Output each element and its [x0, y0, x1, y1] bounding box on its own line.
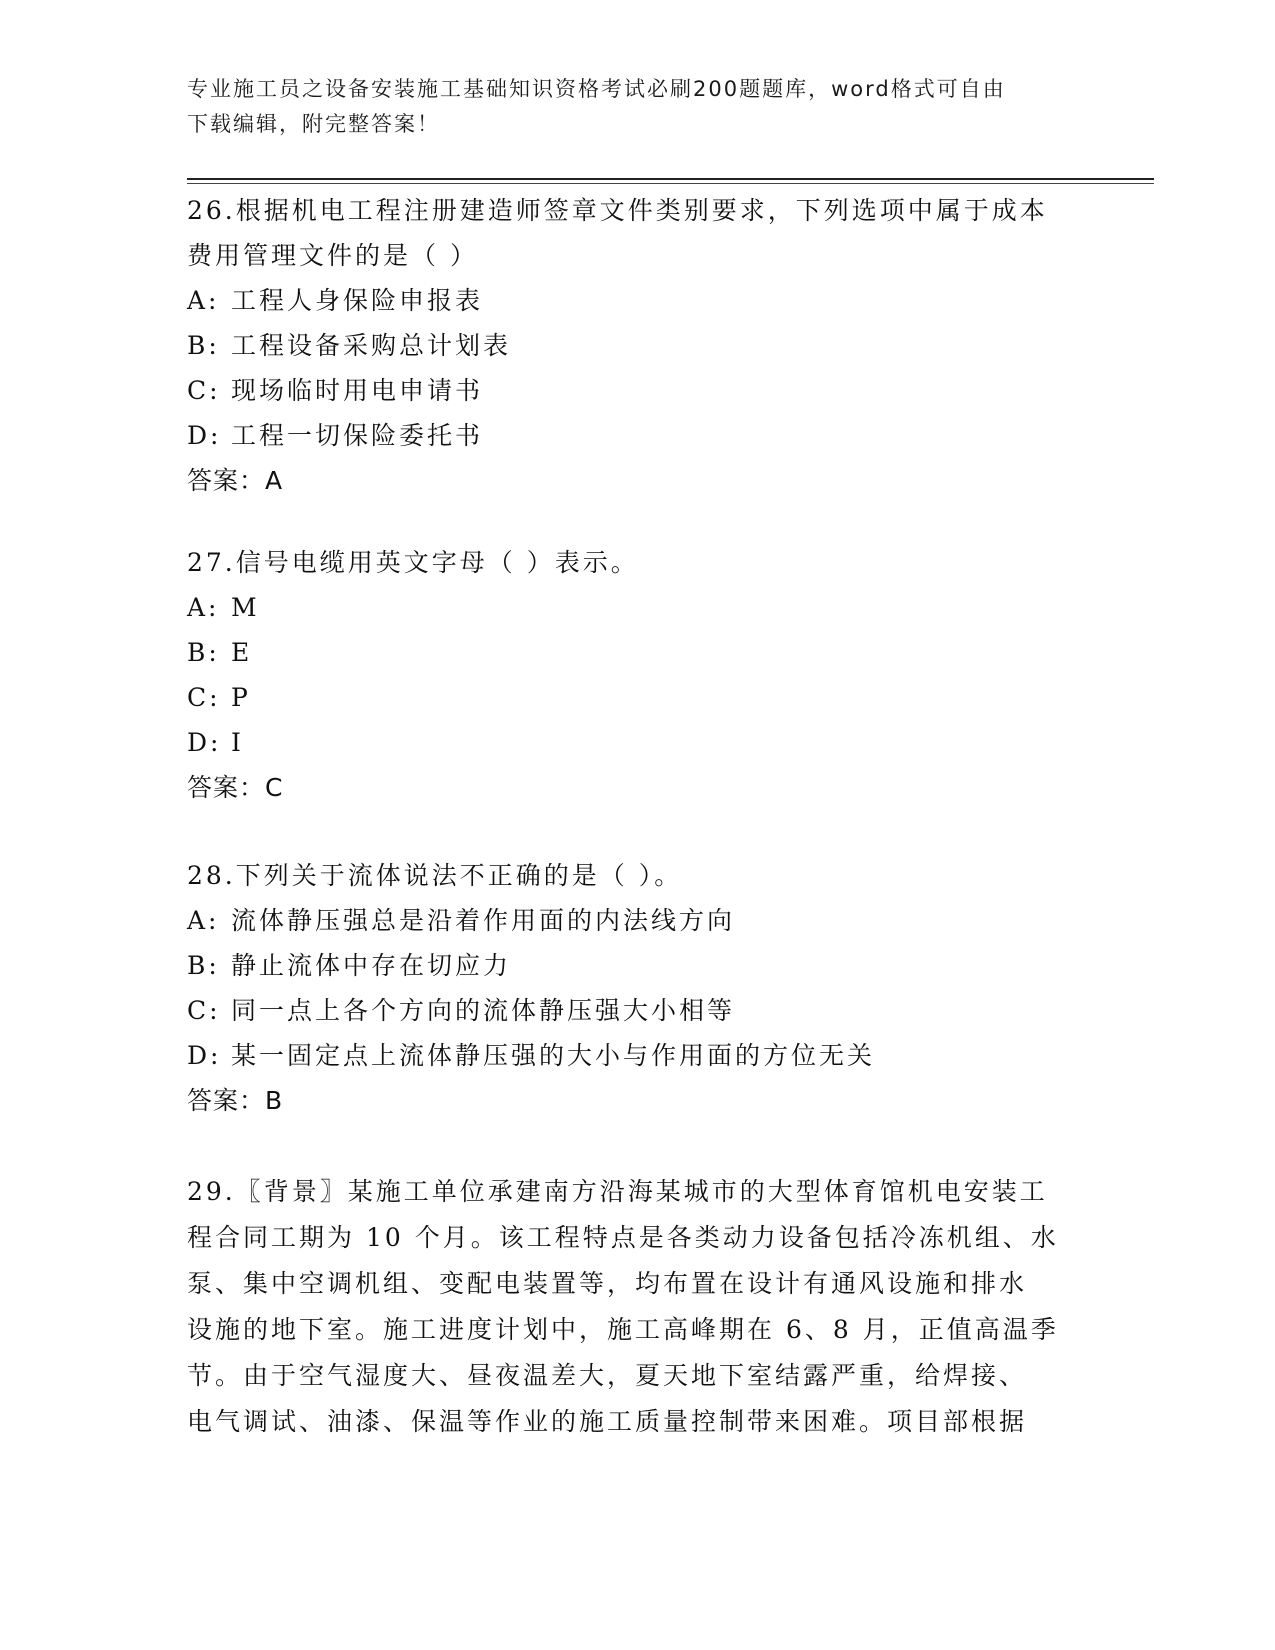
option-key: B: — [187, 951, 220, 980]
option-text: 现场临时用电申请书 — [231, 376, 484, 405]
option-text: E — [231, 638, 253, 667]
header-line-2: 下载编辑，附完整答案！ — [187, 112, 440, 136]
option-b — [187, 323, 1087, 368]
answer-line: 答案：B — [187, 1086, 284, 1115]
paragraph-line: 29.〖背景〗某施工单位承建南方沿海某城市的大型体育馆机电安装工 — [187, 1177, 1048, 1206]
document-header — [187, 72, 1067, 142]
option-a — [187, 898, 1087, 943]
option-key: C: — [187, 996, 221, 1025]
option-key: B: — [187, 331, 220, 360]
option-text: 工程设备采购总计划表 — [231, 331, 512, 360]
option-key: C: — [187, 683, 221, 712]
header-line-1: 专业施工员之设备安装施工基础知识资格考试必刷200题题库，word格式可自由 — [187, 77, 1006, 101]
question-27 — [187, 540, 1087, 811]
question-stem-line: 费用管理文件的是（ ） — [187, 241, 478, 270]
option-text: 同一点上各个方向的流体静压强大小相等 — [231, 996, 736, 1025]
option-key: A: — [187, 906, 220, 935]
question-stem-line: 26.根据机电工程注册建造师签章文件类别要求，下列选项中属于成本 — [187, 196, 1048, 225]
option-key: D: — [187, 1041, 222, 1070]
paragraph-line: 泵、集中空调机组、变配电装置等，均布置在设计有通风设施和排水 — [187, 1269, 1028, 1298]
question-stem-line: 27.信号电缆用英文字母（ ）表示。 — [187, 548, 639, 577]
option-text: P — [231, 683, 251, 712]
option-text: 静止流体中存在切应力 — [231, 951, 512, 980]
header-divider-thin — [187, 183, 1154, 184]
option-key: B: — [187, 638, 220, 667]
question-26 — [187, 188, 1087, 504]
option-a — [187, 585, 1087, 630]
question-29 — [187, 1169, 1087, 1445]
answer-line: 答案：A — [187, 466, 284, 495]
question-stem-line: 28.下列关于流体说法不正确的是（ ）。 — [187, 861, 683, 890]
answer-line: 答案：C — [187, 773, 284, 802]
option-text: 流体静压强总是沿着作用面的内法线方向 — [231, 906, 736, 935]
paragraph-line: 程合同工期为 10 个月。该工程特点是各类动力设备包括冷冻机组、水 — [187, 1223, 1059, 1252]
question-28 — [187, 853, 1087, 1124]
option-key: C: — [187, 376, 221, 405]
option-key: A: — [187, 286, 220, 315]
option-d — [187, 720, 1087, 765]
option-key: A: — [187, 593, 220, 622]
option-c — [187, 988, 1087, 1033]
option-b — [187, 630, 1087, 675]
option-a — [187, 278, 1087, 323]
option-text: M — [231, 593, 260, 622]
option-d — [187, 1033, 1087, 1078]
option-b — [187, 943, 1087, 988]
paragraph-line: 电气调试、油漆、保温等作业的施工质量控制带来困难。项目部根据 — [187, 1407, 1028, 1436]
option-text: 工程一切保险委托书 — [231, 421, 484, 450]
option-text: 某一固定点上流体静压强的大小与作用面的方位无关 — [231, 1041, 876, 1070]
paragraph-line: 节。由于空气湿度大、昼夜温差大，夏天地下室结露严重，给焊接、 — [187, 1361, 1028, 1390]
option-d — [187, 413, 1087, 458]
option-c — [187, 675, 1087, 720]
paragraph-line: 设施的地下室。施工进度计划中，施工高峰期在 6、8 月，正值高温季 — [187, 1315, 1059, 1344]
option-key: D: — [187, 421, 222, 450]
option-text: 工程人身保险申报表 — [231, 286, 484, 315]
option-c — [187, 368, 1087, 413]
option-text: I — [231, 728, 244, 757]
header-divider-thick — [187, 178, 1154, 180]
option-key: D: — [187, 728, 222, 757]
